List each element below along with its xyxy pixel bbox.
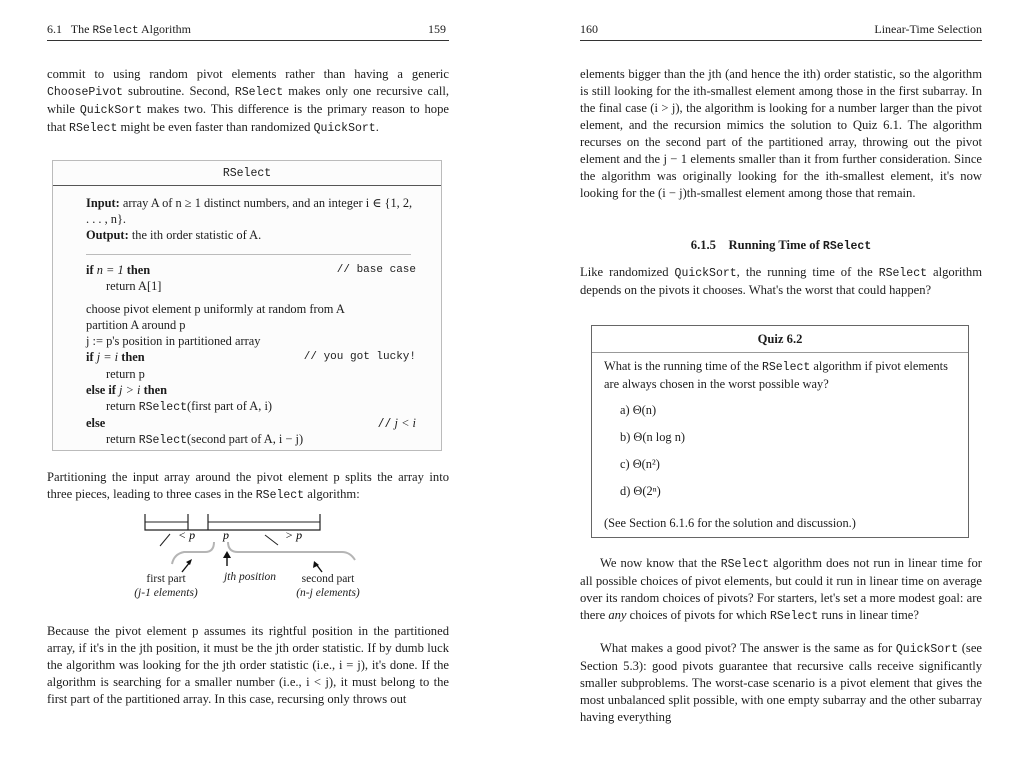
quiz-option-c: c) Θ(n²) <box>620 457 660 471</box>
algorithm-output: Output: the ith order statistic of A. <box>86 228 262 242</box>
section-heading: 6.1.5 Running Time of RSelect <box>690 238 872 253</box>
intro-paragraph: commit to using random pivot elements rather than having a generic ChoosePivot subroutine. Second, RSelect makes only one recursive call, while QuickSort makes two. This difference is the primary reason to hope that RSelect might be even faster than randomized QuickSort. <box>47 67 449 135</box>
first-part-arrowhead <box>186 559 192 565</box>
first-part-label: first part (j-1 elements) <box>134 573 198 599</box>
second-part-tick <box>265 535 278 545</box>
cases-paragraph: Because the pivot element p assumes its rightful position in the partitioned array, if it's in the jth position, it must be the jth order statistic. If by dumb luck the algorithm was looking for the jth order statistic (i.e., i = j), it's done. If the algorithm is searching for a smaller number (i.e., i < j), it must belong to the first part of the partitioned array. In this case, recursing only throws out <box>47 624 449 706</box>
quiz-footer: (See Section 6.1.6 for the solution and discussion.) <box>604 516 856 530</box>
algorithm-pseudocode <box>86 262 416 447</box>
quiz-option-b: b) Θ(n log n) <box>620 430 686 444</box>
code-line-7: return p <box>106 366 145 381</box>
code-line-8: else if j > i then <box>86 383 168 398</box>
code-line-3: choose pivot element p uniformly at random from A <box>86 301 345 316</box>
partition-paragraph: Partitioning the input array around the pivot element p splits the array into three pieces, leading to three cases in the RSelect algorithm: <box>47 470 449 502</box>
code-line-10: else // j < i <box>86 415 416 431</box>
partition-diagram <box>110 508 410 608</box>
comment-lucky: // you got lucky! <box>303 351 416 364</box>
left-running-head: 6.1 The RSelect Algorithm <box>47 22 192 37</box>
second-part-label: second part (n-j elements) <box>296 573 360 599</box>
quiz-title-rule <box>592 352 968 353</box>
quiz-option-d: d) Θ(2ⁿ) <box>620 484 661 498</box>
running-time-paragraph: Like randomized QuickSort, the running time of the RSelect algorithm depends on the pivots it chooses. What's the worst that could happen? <box>580 265 982 297</box>
pivot-arrowhead <box>223 551 231 558</box>
code-line-1: if n = 1 then // base case <box>86 263 416 277</box>
less-than-label: < p <box>178 528 196 542</box>
comment-base-case: // base case <box>336 264 416 276</box>
quiz-box <box>591 325 969 538</box>
quiz-question: What is the running time of the RSelect algorithm if pivot elements are always chosen in the worst possible way? <box>604 359 948 391</box>
comment-j-less-i: // j < i <box>377 415 416 431</box>
second-part-brace <box>228 542 355 560</box>
right-header-rule <box>580 40 982 41</box>
first-part-brace <box>172 542 214 564</box>
quiz-title: Quiz 6.2 <box>757 332 803 346</box>
code-line-5: j := p's position in partitioned array <box>86 334 261 349</box>
code-line-9: return RSelect(first part of A, i) <box>106 399 273 415</box>
algorithm-input: Input: array A of n ≥ 1 distinct numbers, and an integer i ∈ {1, 2, . . . , n}. <box>86 196 413 226</box>
code-line-11: return RSelect(second part of A, i − j) <box>106 431 304 447</box>
algorithm-title: RSelect <box>222 167 272 180</box>
greater-than-label: > p <box>285 528 303 542</box>
first-part-tick <box>160 534 170 546</box>
jth-position-label: jth position <box>223 571 277 583</box>
left-page-number: 159 <box>428 22 446 36</box>
right-page-number: 160 <box>580 22 598 36</box>
code-line-2: return A[1] <box>106 279 162 294</box>
recursion-paragraph: elements bigger than the jth (and hence the ith) order statistic, so the algorithm is still looking for the ith-smallest element among those in the first subarray. In the final case (i > j), the algorithm is looking for a number larger than the pivot element, and the recursion mimics the solution to Quiz 6.1. The algorithm recurses on the second part of the partitioned array, throwing out the pivot element and the j − 1 elements smaller than it from further consideration. Since the algorithm was originally looking for the ith-smallest element, it's now looking for the (i − j)th-smallest element among those that remain. <box>580 67 982 200</box>
algorithm-divider <box>86 254 411 255</box>
average-case-paragraph: We now know that the RSelect algorithm does not run in linear time for all possible choices of pivot elements, but could it run in linear time on average over its random choices of pivots? For starters, let's set a more modest goal: are there any choices of pivots for which RSelect runs in linear time? <box>580 556 982 623</box>
section-number: 6.1 <box>47 22 62 36</box>
algorithm-title-rule <box>53 185 441 186</box>
good-pivot-paragraph: What makes a good pivot? The answer is the same as for QuickSort (see Section 5.3): good pivots guarantee that recursive calls receive significantly smaller subproblems. The worst-case scenario is a pivot element that gives the most unbalanced split possible, with one empty subarray and the other subarray having everything <box>580 641 982 724</box>
pivot-label: p <box>223 528 229 542</box>
quiz-option-a: a) Θ(n) <box>620 403 657 417</box>
algorithm-spec <box>86 195 416 243</box>
left-header-rule <box>47 40 449 41</box>
code-line-4: partition A around p <box>86 317 186 332</box>
right-running-head: Linear-Time Selection <box>874 22 982 36</box>
rselect-algorithm-box <box>52 160 442 451</box>
code-line-6: if j = i then // you got lucky! <box>86 350 416 365</box>
